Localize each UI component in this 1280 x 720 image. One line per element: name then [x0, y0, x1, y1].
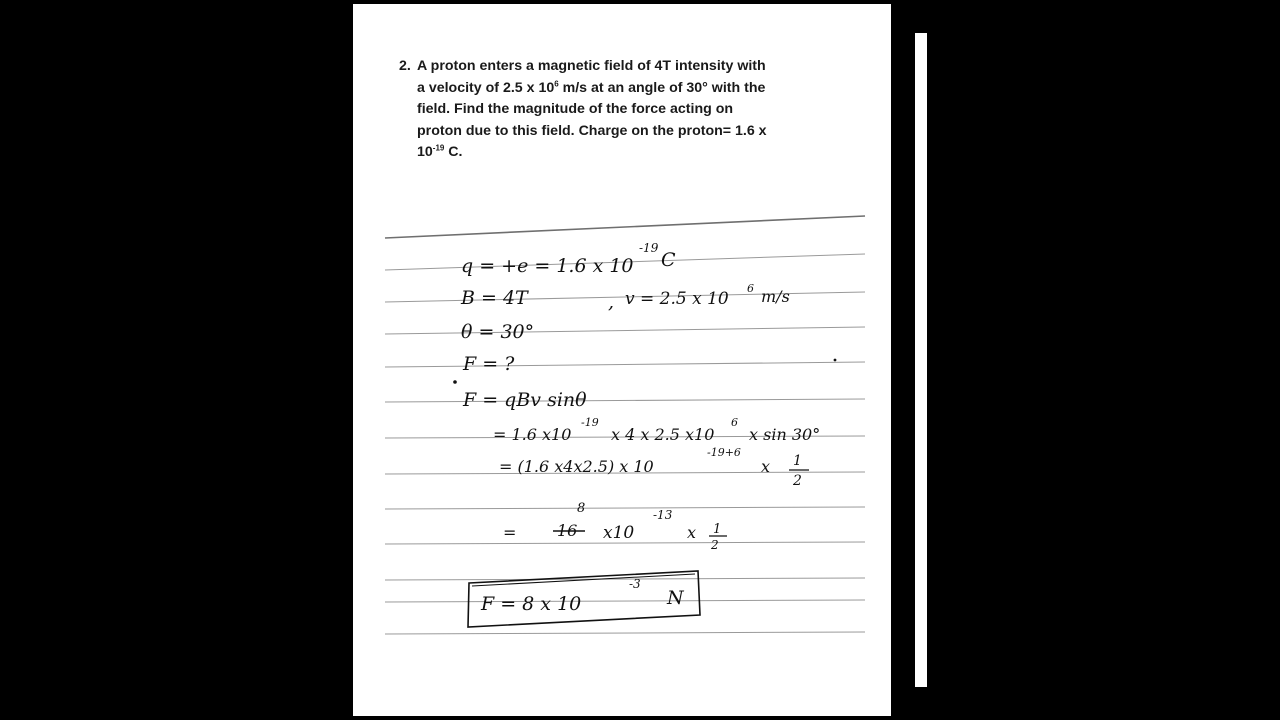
svg-text:v = 2.5 x 10: v = 2.5 x 10 [625, 289, 729, 309]
svg-text:-19+6: -19+6 [707, 446, 741, 459]
svg-text:θ = 30°: θ = 30° [461, 321, 535, 343]
svg-text:8: 8 [577, 501, 586, 516]
svg-text:6: 6 [747, 282, 754, 295]
svg-text:x: x [761, 457, 771, 476]
solution-line-angle [461, 321, 534, 343]
ink-dot [453, 380, 457, 384]
ruled-line [385, 632, 865, 634]
svg-text:m/s: m/s [761, 287, 790, 306]
handwritten-solution [353, 4, 891, 716]
svg-text:=: = [503, 523, 517, 542]
svg-text:F = 8 x 10: F = 8 x 10 [481, 593, 582, 615]
svg-text:-19: -19 [639, 241, 659, 255]
svg-text:6: 6 [731, 416, 738, 429]
question-line: proton due to this field. Charge on the proton= 1.6 x [417, 122, 767, 139]
svg-text:-19: -19 [581, 416, 599, 429]
answer-box-inner [472, 574, 695, 586]
svg-text:2: 2 [793, 473, 802, 489]
question-line: $10^{-19}$ C. [417, 143, 463, 160]
ruled-line [385, 578, 865, 580]
ruled-line [385, 600, 865, 602]
svg-text:F = qBv sinθ: F = qBv sinθ [463, 389, 587, 411]
svg-text:x: x [687, 523, 697, 542]
svg-text:N: N [667, 587, 684, 609]
solution-line-charge [461, 241, 676, 277]
svg-text:,: , [608, 291, 615, 313]
ruled-line [385, 362, 865, 367]
solution-line-simplify [499, 446, 809, 489]
svg-text:F = ?: F = ? [463, 353, 515, 375]
svg-text:1: 1 [793, 453, 802, 469]
question-line: field. Find the magnitude of the force acting on [417, 101, 734, 117]
question-number: 2. [399, 58, 411, 74]
ruled-line [385, 399, 865, 402]
solution-line-unknown [453, 353, 836, 384]
svg-text:2: 2 [711, 538, 719, 552]
svg-text:16: 16 [557, 521, 578, 540]
question-line: A proton enters a magnetic field of 4T intensity with [417, 58, 766, 74]
svg-text:x sin 30°: x sin 30° [749, 425, 821, 444]
svg-text:= (1.6 x4x2.5) x 10: = (1.6 x4x2.5) x 10 [499, 457, 654, 476]
question-line: a velocity of 2.5 x $10^6$ m/s at an angle of 30° with the [417, 78, 766, 96]
worksheet-page [353, 4, 891, 716]
svg-text:-3: -3 [629, 577, 641, 591]
side-panel-strip [915, 33, 927, 687]
svg-text:x10: x10 [603, 523, 635, 543]
svg-text:1: 1 [713, 522, 722, 537]
svg-text:= 1.6 x10: = 1.6 x10 [493, 425, 572, 444]
solution-line-field-velocity [460, 282, 790, 313]
solution-line-formula [462, 389, 587, 411]
svg-text:-13: -13 [653, 508, 673, 522]
svg-text:q = +e = 1.6 x 10: q = +e = 1.6 x 10 [461, 255, 634, 277]
ink-dot [834, 359, 837, 362]
ruled-line [385, 507, 865, 509]
svg-text:x 4 x 2.5 x10: x 4 x 2.5 x10 [611, 425, 715, 444]
svg-text:C: C [661, 249, 676, 271]
ruled-line [385, 216, 865, 238]
ruled-line [385, 327, 865, 334]
solution-line-substitution [493, 416, 820, 444]
svg-text:B = 4T: B = 4T [461, 287, 528, 309]
